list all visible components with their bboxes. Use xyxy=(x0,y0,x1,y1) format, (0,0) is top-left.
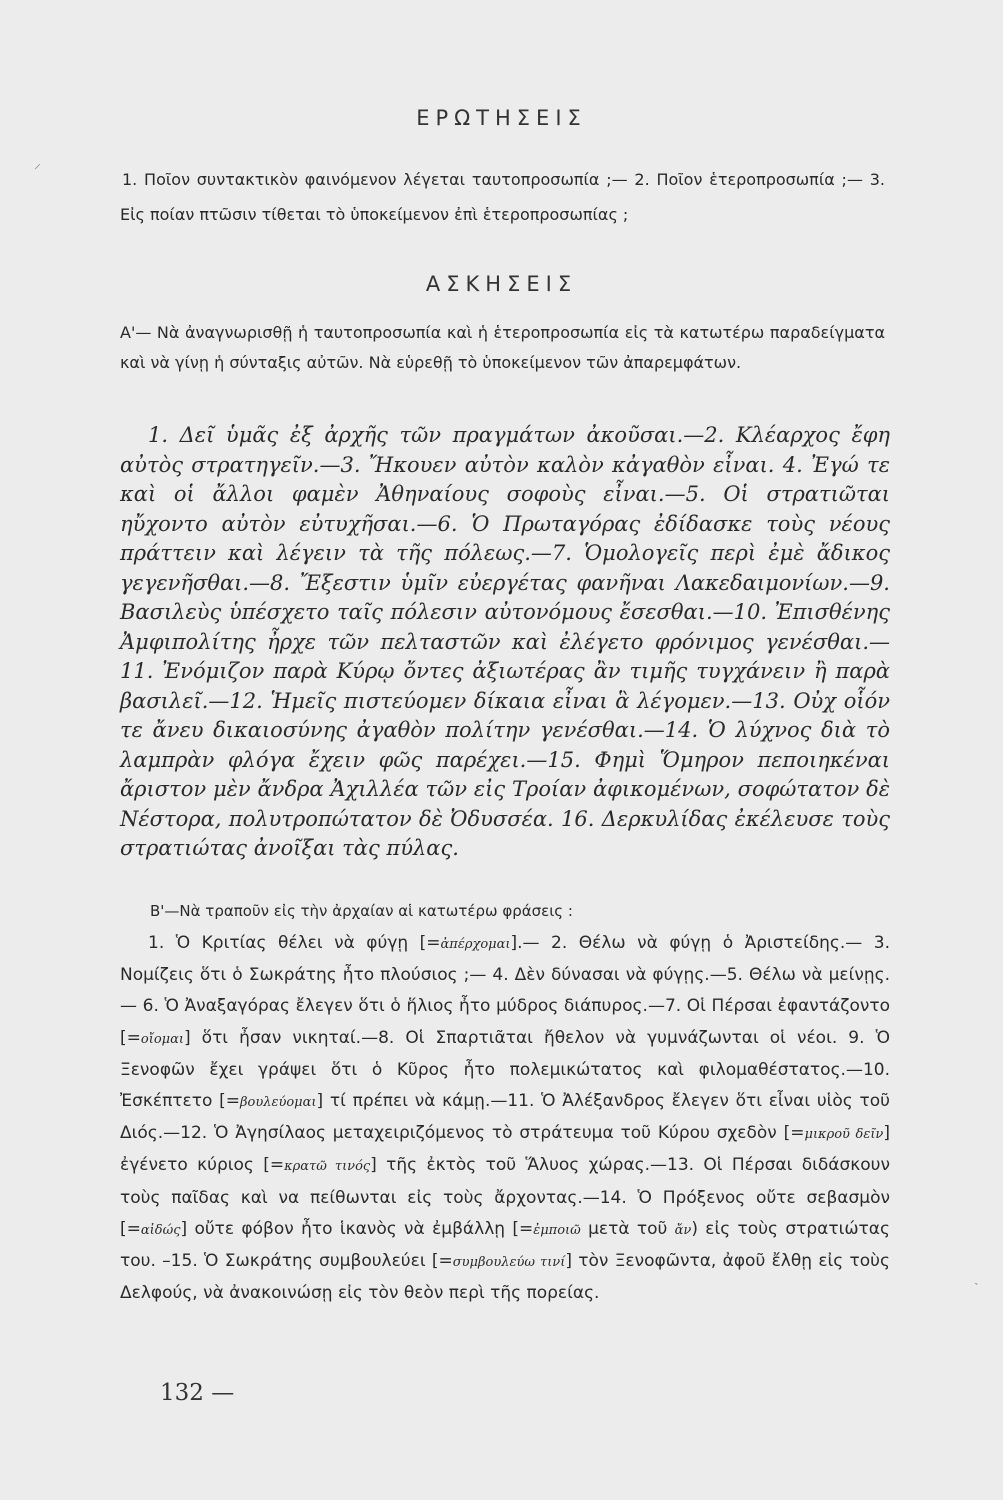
margin-mark: ⸍ xyxy=(34,162,41,178)
exercise-b-text: μετὰ τοῦ xyxy=(580,1218,675,1239)
gloss-term: βουλεύομαι xyxy=(239,1095,317,1111)
exercise-b-text: 1. Ὁ Κριτίας θέλει νὰ φύγῃ [= xyxy=(148,933,441,953)
gloss-term: οἴομαι xyxy=(140,1031,184,1047)
gloss-term: μικροῦ δεῖν xyxy=(804,1127,884,1143)
exercise-b-text: ) εἰς τοὺς στρατιώτας του. –15. Ὁ Σωκράτης συμβουλεύει [= xyxy=(120,1218,890,1272)
gloss-term: κρατῶ τινός xyxy=(284,1159,371,1175)
gloss-term: αἰδώς xyxy=(140,1222,181,1238)
exercises-heading: ΑΣΚΗΣΕΙΣ xyxy=(425,272,578,296)
gloss-term: ἄν xyxy=(674,1222,692,1238)
exercise-b-text: ] τὸν Ξενοφῶντα, ἀφοῦ ἔλθῃ εἰς τοὺς Δελφούς, νὰ ἀνακοινώσῃ εἰς τὸν θεὸν περὶ τῆς πορείας. xyxy=(120,1251,890,1304)
exercise-a-instruction: Α'— Νὰ ἀναγνωρισθῇ ἡ ταυτοπροσωπία καὶ ἡ ἑτεροπροσωπία εἰς τὰ κατωτέρω παραδείγματα καὶ νὰ γίνῃ ἡ σύνταξις αὐτῶν. Νὰ εὑρεθῇ τὸ ὑποκείμενον τῶν ἀπαρεμφάτων. xyxy=(120,323,885,372)
questions-heading: ΕΡΩΤΗΣΕΙΣ xyxy=(416,106,587,130)
exercise-b-text: ] οὔτε φόβον ἦτο ἱκανὸς νὰ ἐμβάλλῃ [= xyxy=(180,1218,534,1239)
exercise-a-sentences: 1. Δεῖ ὑμᾶς ἐξ ἀρχῆς τῶν πραγμάτων ἀκοῦσαι.—2. Κλέαρχος ἔφη αὐτὸς στρατηγεῖν.—3. Ἤκουεν αὐτὸν καλὸν κἀγαθὸν εἶναι. 4. Ἐγώ τε καὶ οἱ ἄλλοι φαμὲν Ἀθηναίους σοφοὺς εἶναι.—5. Οἱ στρατιῶται ηὔχοντο αὐτὸν εὐτυχῆσαι.—6. Ὁ Πρωταγόρας ἐδίδασκε τοὺς νέους πράττειν καὶ λέγειν τὰ τῆς πόλεως.—7. Ὁμολογεῖς περὶ ἐμὲ ἄδικος γεγενῆσθαι.—8. Ἔξεστιν ὑμῖν εὐεργέτας φανῆναι Λακεδαιμονίων.—9. Βασιλεὺς ὑπέσχετο ταῖς πόλεσιν αὐτονόμους ἔσεσθαι.—10. Ἐπισθένης Ἀμφιπολίτης ἦρχε τῶν πελταστῶν καὶ ἐλέγετο φρόνιμος γενέσθαι.—11. Ἐνόμιζον παρὰ Κύρῳ ὄντες ἀξιωτέρας ἂν τιμῆς τυγχάνειν ἢ παρὰ βασιλεῖ.—12. Ἡμεῖς πιστεύομεν δίκαια εἶναι ἃ λέγομεν.—13. Οὐχ οἷόν τε ἄνευ δικαιοσύνης ἀγαθὸν πολίτην γενέσθαι.—14. Ὁ λύχνος διὰ τὸ λαμπρὰν φλόγα ἔχειν φῶς παρέχει.—15. Φημὶ Ὅμηρον πεποιηκέναι ἄριστον μὲν ἄνδρα Ἀχιλλέα τῶν εἰς Τροίαν ἀφικομένων, σοφώτατον δὲ Νέστορα, πολυτροπώτατον δὲ Ὀδυσσέα. 16. Δερκυλίδας ἐκέλευσε τοὺς στρατιώτας ἀνοῖξαι τὰς πύλας. xyxy=(120,423,890,860)
exercise-b-body xyxy=(120,928,890,1309)
margin-mark-right: ˎ xyxy=(974,1270,979,1286)
page-number: 132 — xyxy=(160,1380,235,1406)
exercise-b-instruction: Β'—Νὰ τραποῦν εἰς τὴν ἀρχαίαν αἱ κατωτέρω φράσεις : xyxy=(150,902,573,920)
exercise-b-text: ] ὅτι ἦσαν νικηταί.—8. Οἱ Σπαρτιᾶται ἤθελον νὰ γυμνάζωνται οἱ νέοι. 9. Ὁ Ξενοφῶν ἔχει γράψει ὅτι ὁ Κῦρος ἦτο πολεμικώτατος καὶ φιλομαθέστατος.—10. Ἐσκέπτετο [= xyxy=(120,1027,890,1112)
questions-paragraph: 1. Ποῖον συντακτικὸν φαινόμενον λέγεται ταυτοπροσωπία ;— 2. Ποῖον ἑτεροπροσωπία ;— 3. Εἰς ποίαν πτῶσιν τίθεται τὸ ὑποκείμενον ἐπὶ ἑτεροπροσωπίας ; xyxy=(120,170,885,224)
exercise-b-text: ] τῆς ἐκτὸς τοῦ Ἅλυος χώρας.—13. Οἱ Πέρσαι διδάσκουν τοὺς παῖδας καὶ να πείθωνται εἰς τοὺς ἄρχοντας.—14. Ὁ Πρόξενος οὔτε σεβασμὸν [= xyxy=(120,1155,890,1239)
gloss-term: ἀπέρχομαι xyxy=(440,937,511,952)
gloss-term: συμβουλεύω τινί xyxy=(452,1255,566,1271)
exercise-b-text: ] ἐγένετο κύριος [= xyxy=(120,1123,890,1176)
exercise-b-text: ].— 2. Θέλω νὰ φύγῃ ὁ Ἀριστείδης.— 3. Νομίζεις ὅτι ὁ Σωκράτης ἦτο πλούσιος ;— 4. Δὲν δύνασαι νὰ φύγῃς.—5. Θέλω νὰ μείνῃς.— 6. Ὁ Ἀναξαγόρας ἔλεγεν ὅτι ὁ ἥλιος ἦτο μύδρος διάπυρος.—7. Οἱ Πέρσαι ἐφαντάζοντο [= xyxy=(120,933,890,1048)
exercise-b-text: ] τί πρέπει νὰ κάμῃ.—11. Ὁ Ἀλέξανδρος ἔλεγεν ὅτι εἶναι υἱὸς τοῦ Διός.—12. Ὁ Ἀγησίλαος μεταχειριζόμενος τὸ στράτευμα τοῦ Κύρου σχεδὸν [= xyxy=(120,1091,890,1144)
gloss-term: ἐμποιῶ xyxy=(533,1222,581,1238)
